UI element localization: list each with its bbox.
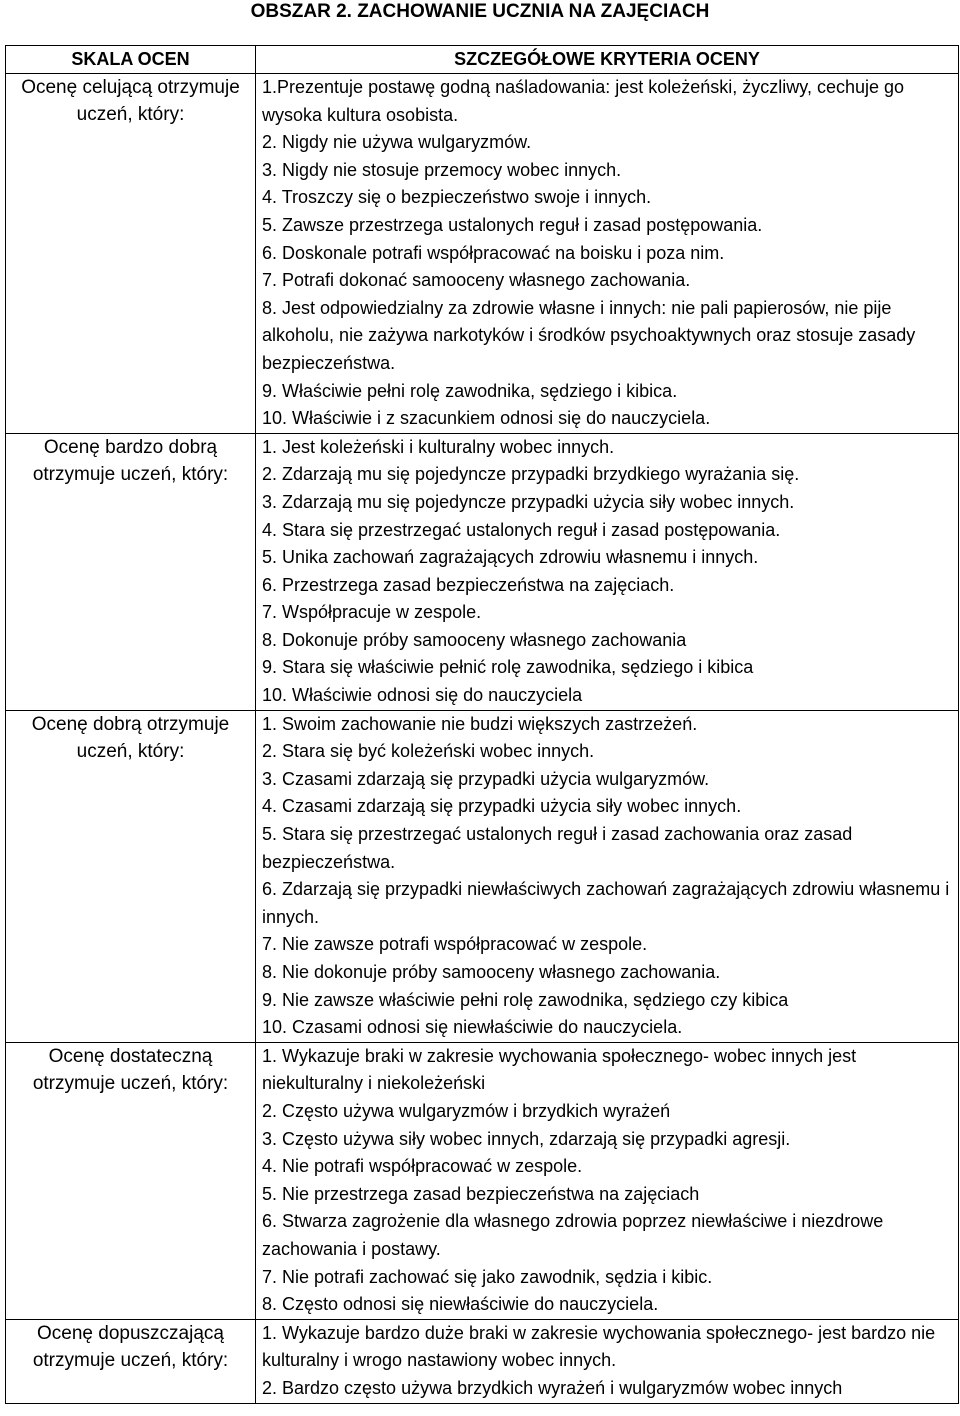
- table-row: [6, 74, 959, 434]
- criterion-item: 6. Przestrzega zasad bezpieczeństwa na zajęciach.: [262, 574, 675, 595]
- criterion-item: 8. Jest odpowiedzialny za zdrowie własne i innych: nie pali papierosów, nie pije alkoholu, nie zażywa narkotyków i środków psychoaktywnych oraz stosuje zasady bezpieczeństwa.: [262, 297, 916, 373]
- criterion-item: 9. Właściwie pełni rolę zawodnika, sędziego i kibica.: [262, 380, 678, 401]
- criterion-item: 7. Nie potrafi zachować się jako zawodnik, sędzia i kibic.: [262, 1266, 713, 1287]
- criterion-item: 3. Czasami zdarzają się przypadki użycia wulgaryzmów.: [262, 768, 710, 789]
- criterion-item: 3. Często używa siły wobec innych, zdarzają się przypadki agresji.: [262, 1128, 791, 1149]
- table-header-row: [6, 46, 959, 74]
- criterion-item: 4. Troszczy się o bezpieczeństwo swoje i innych.: [262, 187, 652, 208]
- criterion-item: 1. Jest koleżeński i kulturalny wobec innych.: [262, 436, 615, 457]
- criterion-item: 6. Zdarzają się przypadki niewłaściwych zachowań zagrażających zdrowiu własnemu i innych.: [262, 879, 950, 927]
- table-row: [6, 1042, 959, 1319]
- criteria-list: [256, 1319, 959, 1403]
- criteria-list: [256, 1042, 959, 1319]
- grade-label: Ocenę bardzo dobrą otrzymuje uczeń, który:: [6, 433, 256, 710]
- table-row: [6, 710, 959, 1042]
- criterion-item: 2. Zdarzają mu się pojedyncze przypadki brzydkiego wyrażania się.: [262, 464, 800, 485]
- criterion-item: 4. Nie potrafi współpracować w zespole.: [262, 1156, 583, 1177]
- criterion-item: 4. Czasami zdarzają się przypadki użycia siły wobec innych.: [262, 796, 742, 817]
- table-row: [6, 433, 959, 710]
- criterion-item: 5. Stara się przestrzegać ustalonych reguł i zasad zachowania oraz zasad bezpieczeństwa.: [262, 824, 853, 872]
- criteria-list: [256, 74, 959, 434]
- criterion-item: 7. Nie zawsze potrafi współpracować w zespole.: [262, 934, 648, 955]
- criterion-item: 1.Prezentuje postawę godną naśladowania: jest koleżeński, życzliwy, cechuje go wysoka kultura osobista.: [262, 77, 905, 125]
- criterion-item: 6. Stwarza zagrożenie dla własnego zdrowia poprzez niewłaściwe i niezdrowe zachowania i postawy.: [262, 1211, 884, 1259]
- criterion-item: 10. Czasami odnosi się niewłaściwie do nauczyciela.: [262, 1017, 683, 1038]
- criterion-item: 7. Potrafi dokonać samooceny własnego zachowania.: [262, 270, 691, 291]
- grading-criteria-table: [5, 45, 959, 1404]
- grade-label: Ocenę dobrą otrzymuje uczeń, który:: [6, 710, 256, 1042]
- criteria-list: [256, 433, 959, 710]
- criterion-item: 2. Często używa wulgaryzmów i brzydkich wyrażeń: [262, 1100, 671, 1121]
- criterion-item: 5. Unika zachowań zagrażających zdrowiu własnemu i innych.: [262, 547, 759, 568]
- criterion-item: 8. Nie dokonuje próby samooceny własnego zachowania.: [262, 962, 721, 982]
- criterion-item: 9. Nie zawsze właściwie pełni rolę zawodnika, sędziego czy kibica: [262, 989, 789, 1010]
- criterion-item: 10. Właściwie i z szacunkiem odnosi się do nauczyciela.: [262, 408, 711, 429]
- criterion-item: 1. Swoim zachowanie nie budzi większych zastrzeżeń.: [262, 713, 698, 734]
- criterion-item: 5. Nie przestrzega zasad bezpieczeństwa na zajęciach: [262, 1183, 700, 1204]
- criterion-item: 3. Nigdy nie stosuje przemocy wobec innych.: [262, 159, 622, 180]
- criterion-item: 2. Stara się być koleżeński wobec innych.: [262, 741, 595, 762]
- criterion-item: 9. Stara się właściwie pełnić rolę zawodnika, sędziego i kibica: [262, 657, 754, 678]
- criteria-column-header: SZCZEGÓŁOWE KRYTERIA OCENY: [256, 46, 959, 74]
- criterion-item: 2. Bardzo często używa brzydkich wyrażeń i wulgaryzmów wobec innych: [262, 1377, 843, 1398]
- criterion-item: 10. Właściwie odnosi się do nauczyciela: [262, 685, 583, 706]
- grade-label: Ocenę dopuszczającą otrzymuje uczeń, który:: [6, 1319, 256, 1403]
- grade-label: Ocenę celującą otrzymuje uczeń, który:: [6, 74, 256, 434]
- criterion-item: 8. Dokonuje próby samooceny własnego zachowania: [262, 629, 687, 650]
- criteria-list: [256, 710, 959, 1042]
- criterion-item: 1. Wykazuje braki w zakresie wychowania społecznego- wobec innych jest niekulturalny i niekoleżeński: [262, 1045, 857, 1094]
- table-body: [6, 74, 959, 1404]
- criterion-item: 4. Stara się przestrzegać ustalonych reguł i zasad postępowania.: [262, 519, 781, 540]
- table-row: [6, 1319, 959, 1403]
- criterion-item: 5. Zawsze przestrzega ustalonych reguł i zasad postępowania.: [262, 214, 763, 235]
- document-title: OBSZAR 2. ZACHOWANIE UCZNIA NA ZAJĘCIACH: [250, 1, 710, 22]
- criterion-item: 6. Doskonale potrafi współpracować na boisku i poza nim.: [262, 242, 725, 263]
- criterion-item: 3. Zdarzają mu się pojedyncze przypadki użycia siły wobec innych.: [262, 491, 795, 512]
- criterion-item: 2. Nigdy nie używa wulgaryzmów.: [262, 132, 532, 153]
- criterion-item: 1. Wykazuje bardzo duże braki w zakresie wychowania społecznego- jest bardzo nie kulturalny i wrogo nastawiony wobec innych.: [262, 1322, 936, 1371]
- criterion-item: 8. Często odnosi się niewłaściwie do nauczyciela.: [262, 1294, 659, 1315]
- criterion-item: 7. Współpracuje w zespole.: [262, 602, 482, 623]
- grade-label: Ocenę dostateczną otrzymuje uczeń, który:: [6, 1042, 256, 1319]
- scale-column-header: SKALA OCEN: [6, 46, 256, 74]
